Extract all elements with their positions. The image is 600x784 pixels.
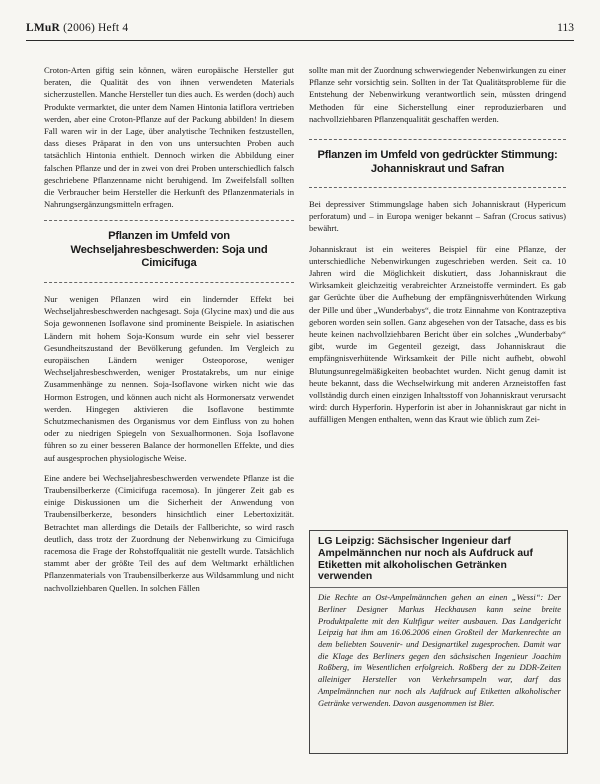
section-heading-box <box>44 220 294 283</box>
right-column <box>309 64 566 426</box>
right-paragraph-2: Bei depressiver Stimmungslage haben sich Johanniskraut (Hypericum perforatum) und – in Europa weniger bekannt – Safran (Crocus sativus) bewährt. <box>309 199 566 234</box>
journal-issue: (2006) Heft 4 <box>63 22 129 34</box>
journal-title <box>26 22 128 34</box>
section-heading-box-right <box>309 139 566 188</box>
news-sidebar-box <box>309 530 568 754</box>
sidebar-title: LG Leipzig: Sächsischer Ingenieur darf Ampelmännchen nur noch als Aufdruck auf Etiketten mit alkoholischen Getränken verwenden <box>310 531 567 588</box>
right-paragraph-3: Johanniskraut ist ein weiteres Beispiel für eine Pflanze, der unterschiedliche Nebenwirkungen zugeschrieben werden. Seit ca. 10 Jahren wird die Möglichkeit diskutiert, dass Johanniskraut die Wirksamkeit gleichzeitig verabreichter Arzneistoffe vermindert. Es gab gar Gerüchte über die Aufhebung der empfängnisverhütenden Wirkung der Pille und über „Wunderbabys“, die trotz Einnahme von Kontrazeptiva geboren worden sein sollen. Ganz abgesehen von der Tatsache, dass es bis heute keinen nachvollziehbaren Bericht über ein solches „Wunderbaby“ gibt, wurde im Gegenteil gezeigt, dass Johanniskraut die empfängnisverhütende Wirksamkeit der Pille nicht aufhebt, obwohl Blutungsunregelmäßigkeiten beobachtet wurden. Nicht genug damit ist heute bekannt, dass die Wechselwirkung mit anderen Arzneistoffen fast vollständig durch einen einzigen Inhaltsstoff von Johanniskraut verursacht wird: durch Hyperforin. Hyperforin ist aber in Johanniskraut gar nicht in auffälligen Mengen enthalten, wenn das Kraut wie üblich zum Zei- <box>309 243 566 425</box>
page-header <box>26 18 574 40</box>
right-paragraph-1: sollte man mit der Zuordnung schwerwiegender Nebenwirkungen zu einer Pflanze sehr vorsichtig sein. Sollten in der Tat Qualitätsprobleme für die Entstehung der Nebenwirkung verantwortlich sein, müssten dringend Methoden für eine Sicherstellung einer reproduzierbaren und nachvollziehbaren Pflanzenqualität geschaffen werden. <box>309 65 566 124</box>
section-heading-soja: Pflanzen im Umfeld von Wechseljahresbeschwerden: Soja und Cimicifuga <box>70 230 268 270</box>
journal-abbrev: LMuR <box>26 22 61 34</box>
sidebar-body: Die Rechte an Ost-Ampelmännchen gehen an einen „Wessi“: Der Berliner Designer Markus Heckhausen kann seine breite Produktpalette mit den Kultfigur weiter ausbauen. Das Landgericht Leipzig hat ihm am 16.06.2006 einen Großteil der Markenrechte an dem beliebten Souvenir- und Designartikel zugesprochen. Damit war die Klage des Berliners gegen den sächsischen Ingenieur Joachim Roßberg, im Wesentlichen erfolgreich. Roßberg der zu DDR-Zeiten alleiniger Hersteller von Verkehrsampeln war, darf das Ampelmännchen nur noch als Aufdruck auf Etiketten alkoholischer Getränke verwenden. Davon ausgenommen ist Bier. <box>318 592 561 708</box>
page-number: 113 <box>557 22 574 34</box>
left-paragraph-2: Nur wenigen Pflanzen wird ein lindernder Effekt bei Wechseljahresbeschwerden nachgesagt. Soja (Glycine max) und die aus Soja gewonnenen Isoflavone sind prominente Beispiele. In asiatischen Ländern mit hohem Soja-Konsum wurde ein sehr viel besserer Gesundheitszustand der Bevölkerung gefunden. Im Vergleich zu europäischen Ländern weniger Osteoporose, weniger Wechseljahresbeschwerden, weniger Prostatakrebs, um nur einige Zusammenhänge zu nennen. Soja-Isoflavone wirken nicht wie das Hormon Estrogen, und können auch nicht als Hormonersatz verwendet werden. Hingegen aktivieren die Isoflavone bestimmte Schutzmechanismen des Organismus vor dem Einfluss von zu hohen oder zu niedrigen Spiegeln von Sexualhormonen. Soja Isoflavone führen so zu einer besseren Balance der hormonellen Effekte, und dies auf ausgesprochen physiologische Weise. <box>44 293 294 463</box>
header-rule <box>26 40 574 41</box>
left-paragraph-3: Eine andere bei Wechseljahresbeschwerden verwendete Pflanze ist die Traubensilberkerze (Cimicifuga racemosa). In jüngerer Zeit gab es einige Diskussionen um die Sicherheit der Anwendung von Traubensilberkerze, besonders hinsichtlich einer Lebertoxizität. Betrachtet man allerdings die Details der Fallberichte, so wird rasch deutlich, dass trotz der Zuordnung der Nebenwirkung zu Cimicifuga racemosa die Frage der Rohstoffqualität nie gestellt wurde. Tatsächlich stammt aber der größte Teil des auf dem Weltmarkt erhältlichen Pflanzenmaterials von Traubensilberkerze aus Wildsammlung und nicht nachvollziehbaren Quellen. In solchen Fällen <box>44 472 294 593</box>
left-column <box>44 64 294 594</box>
left-paragraph-1: Croton-Arten giftig sein können, wären europäische Hersteller gut beraten, die Qualität des von ihnen verwendeten Materials sicherzustellen. Manche Hersteller tun dies auch. Es werden (doch) auch Produkte vermarktet, die unter dem Namen Hintonia latiflora vertrieben werden, aber eine Croton-Pflanze auf der Packung abbilden! In diesem Fall waren wir in der Lage, über analytische Techniken festzustellen, dass dieses Präparat in den von uns untersuchten Proben auch tatsächlich Hintonia enthielt. Dennoch wirken die Abbildung einer falschen Pflanze und der in zwei von drei Proben unterschiedlich falsch geschriebene Pflanzenname nicht beruhigend. Im Zweifelsfall sollten die Verbraucher beim Hersteller die Herkunft des Pflanzenmaterials in Nahrungsergänzungsmitteln erfragen. <box>44 65 294 210</box>
section-heading-johanniskraut: Pflanzen im Umfeld von gedrückter Stimmung: Johanniskraut und Safran <box>317 149 558 175</box>
